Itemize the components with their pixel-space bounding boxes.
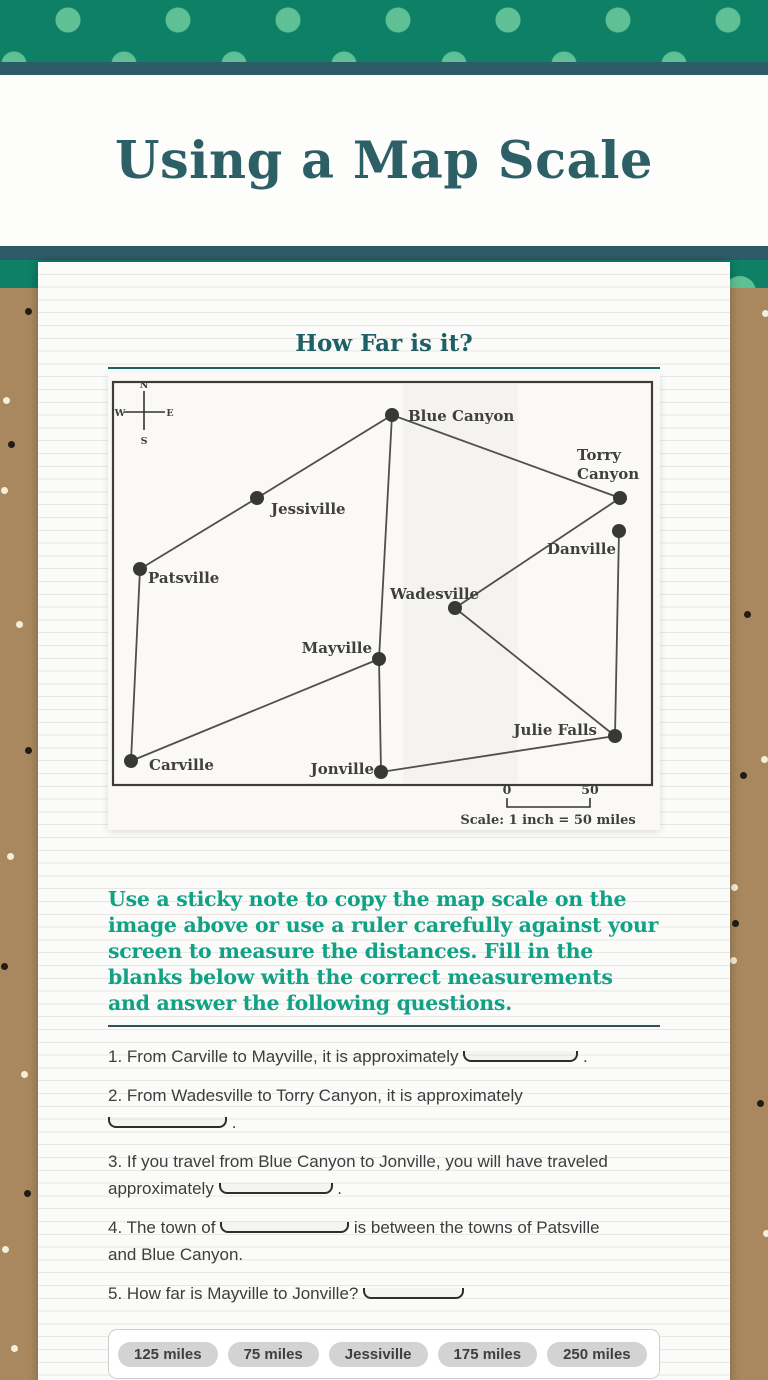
question-4 xyxy=(108,1214,660,1268)
town-node-blue-canyon xyxy=(385,408,399,422)
town-label-danville: Danville xyxy=(547,540,616,558)
road-blue-canyon-mayville xyxy=(379,415,392,659)
scatter-dot xyxy=(732,920,739,927)
scatter-dot xyxy=(21,1071,28,1078)
town-node-carville xyxy=(124,754,138,768)
word-bank-chip-4[interactable]: 175 miles xyxy=(438,1342,538,1367)
header-divider-strip-top xyxy=(0,62,768,75)
question-2 xyxy=(108,1082,660,1136)
scatter-dot xyxy=(16,621,23,628)
question-5 xyxy=(108,1280,660,1307)
scatter-dot xyxy=(3,397,10,404)
town-node-julie-falls xyxy=(608,729,622,743)
answer-blank-1[interactable] xyxy=(463,1051,578,1062)
road-patsville-jessiville xyxy=(140,498,257,569)
town-label-wadesville: Wadesville xyxy=(390,585,480,603)
worksheet-title: Using a Map Scale xyxy=(114,130,654,191)
compass-label-w: W xyxy=(114,408,126,419)
word-bank-chip-2[interactable]: 75 miles xyxy=(228,1342,319,1367)
town-node-patsville xyxy=(133,562,147,576)
town-label-jessiville: Jessiville xyxy=(271,500,346,518)
scatter-dot xyxy=(25,308,32,315)
compass-label-s: S xyxy=(140,436,148,447)
worksheet-paper xyxy=(38,262,730,1380)
scatter-dot xyxy=(740,772,747,779)
map-svg xyxy=(108,373,660,830)
scale-bar-bracket xyxy=(507,798,590,807)
question-3 xyxy=(108,1148,660,1202)
answer-blank-2[interactable] xyxy=(108,1117,227,1128)
header-divider-strip-bottom xyxy=(0,246,768,260)
question-4-text: and Blue Canyon. xyxy=(108,1245,244,1264)
answer-blank-4[interactable] xyxy=(220,1222,349,1233)
town-node-wadesville xyxy=(448,601,462,615)
scatter-dot xyxy=(757,1100,764,1107)
question-1 xyxy=(108,1043,660,1070)
scale-bar-fifty: 50 xyxy=(581,782,599,797)
scale-bar-zero: 0 xyxy=(502,782,512,797)
scatter-dot xyxy=(7,853,14,860)
road-jessiville-blue-canyon xyxy=(257,415,392,498)
question-3-text: approximately xyxy=(108,1179,219,1198)
town-label-carville: Carville xyxy=(149,756,214,774)
question-1-text: . xyxy=(578,1047,588,1066)
scatter-dot xyxy=(744,611,751,618)
scale-caption: Scale: 1 inch = 50 miles xyxy=(460,813,636,828)
question-4-text: 4. The town of xyxy=(108,1218,221,1237)
heading-rule xyxy=(108,367,660,369)
town-node-mayville xyxy=(372,652,386,666)
word-bank-chip-1[interactable]: 125 miles xyxy=(118,1342,218,1367)
scatter-dot xyxy=(2,1246,9,1253)
scatter-dot xyxy=(25,747,32,754)
road-mayville-jonville xyxy=(379,659,381,772)
question-3-text: 3. If you travel from Blue Canyon to Jonville, you will have traveled xyxy=(108,1152,608,1171)
questions-list xyxy=(108,1043,660,1307)
header-polka-dot-band xyxy=(0,0,768,62)
content-column xyxy=(108,262,660,1379)
town-node-torry-canyon xyxy=(613,491,627,505)
road-patsville-carville xyxy=(131,569,140,761)
question-2-text: 2. From Wadesville to Torry Canyon, it is approximately xyxy=(108,1086,523,1105)
town-label-torry-canyon: Canyon xyxy=(577,465,640,483)
question-5-text: 5. How far is Mayville to Jonville? xyxy=(108,1284,364,1303)
word-bank xyxy=(108,1329,660,1379)
scatter-dot xyxy=(24,1190,31,1197)
answer-blank-3[interactable] xyxy=(219,1183,333,1194)
road-carville-mayville xyxy=(131,659,379,761)
scatter-dot xyxy=(763,1230,768,1237)
question-1-text: 1. From Carville to Mayville, it is approximately xyxy=(108,1047,464,1066)
word-bank-chip-3[interactable]: Jessiville xyxy=(329,1342,428,1367)
map-image xyxy=(108,373,660,830)
town-node-jessiville xyxy=(250,491,264,505)
question-3-text: . xyxy=(332,1179,343,1198)
scatter-dot xyxy=(730,957,737,964)
town-label-blue-canyon: Blue Canyon xyxy=(408,407,515,425)
scatter-dot xyxy=(8,441,15,448)
town-node-danville xyxy=(612,524,626,538)
town-label-jonville: Jonville xyxy=(310,760,374,778)
scatter-dot xyxy=(1,963,8,970)
compass-label-e: E xyxy=(166,408,174,419)
compass-label-n: N xyxy=(139,380,149,391)
instructions-text: Use a sticky note to copy the map scale on the image above or use a ruler carefully against your screen to measure the distances. Fill in the blanks below with the correct measurements and answer the following questions. xyxy=(108,887,659,1015)
question-4-text: is between the towns of Patsville xyxy=(349,1218,600,1237)
section-heading: How Far is it? xyxy=(295,330,473,357)
map-scan-shade xyxy=(403,384,518,783)
scatter-dot xyxy=(761,756,768,763)
instructions-rule xyxy=(108,1025,660,1027)
town-label-patsville: Patsville xyxy=(148,569,220,587)
town-label-torry-canyon: Torry xyxy=(577,446,621,464)
town-label-julie-falls: Julie Falls xyxy=(513,721,597,739)
town-node-jonville xyxy=(374,765,388,779)
word-bank-chip-5[interactable]: 250 miles xyxy=(547,1342,647,1367)
town-label-mayville: Mayville xyxy=(301,639,372,657)
scatter-dot xyxy=(762,310,768,317)
scatter-dot xyxy=(11,1345,18,1352)
scatter-dot xyxy=(731,884,738,891)
question-2-text: . xyxy=(227,1113,237,1132)
scatter-dot xyxy=(1,487,8,494)
title-band xyxy=(0,75,768,246)
answer-blank-5[interactable] xyxy=(363,1288,464,1299)
word-bank-chips xyxy=(118,1342,647,1367)
road-danville-julie-falls xyxy=(615,531,619,736)
